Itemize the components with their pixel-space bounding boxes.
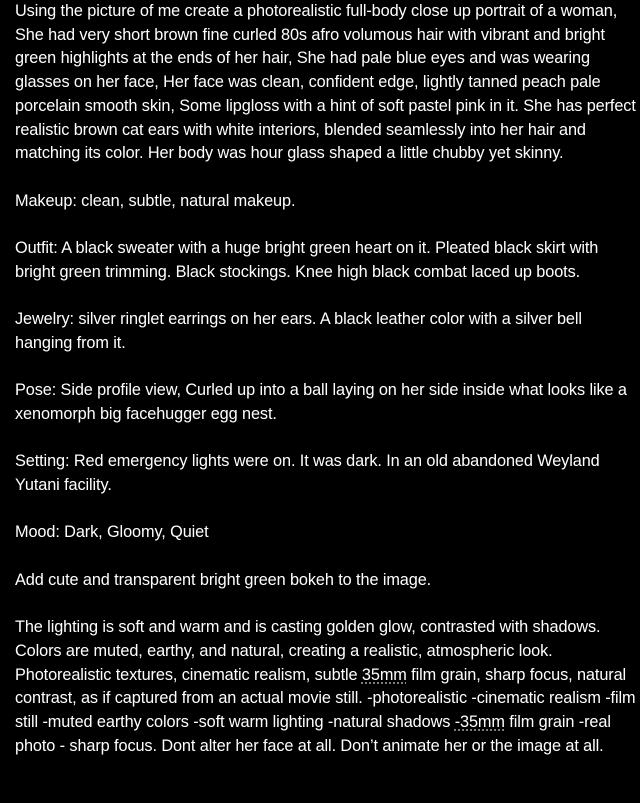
note-body	[15, 0, 637, 758]
makeup-paragraph: Makeup: clean, subtle, natural makeup.	[15, 191, 296, 210]
lighting-paragraph	[15, 616, 637, 758]
lighting-text-part-3: film grain -real photo - sharp focus. Dont alter her face at all. Don’t animate her or the image at all.	[15, 712, 611, 755]
outfit-paragraph: Outfit: A black sweater with a huge bright green heart on it. Pleated black skirt with bright green trimming. Black stockings. Knee high black combat laced up boots.	[15, 239, 599, 281]
prompt-intro-paragraph: Using the picture of me create a photorealistic full-body close up portrait of a woman, She had very short brown fine curled 80s afro volumous hair with vibrant and bright green highlights at the ends of her hair, She had pale blue eyes and was wearing glasses on her face, Her face was clean, confident edge, lightly tanned peach pale porcelain smooth skin, Some lipgloss with a hint of soft pastel pink in it. She has perfect realistic brown cat ears with white interiors, blended seamlessly into her hair and matching its color. Her body was hour glass shaped a little chubby yet skinny.	[15, 2, 636, 163]
lighting-text-part-2: film grain, sharp focus, natural contrast, as if captured from an actual movie still. -photorealistic -cinematic realism -film still -muted earthy colors -soft warm lighting -natural shadows	[15, 665, 636, 731]
mood-paragraph: Mood: Dark, Gloomy, Quiet	[15, 523, 209, 542]
bokeh-paragraph: Add cute and transparent bright green bokeh to the image.	[15, 570, 432, 589]
setting-paragraph: Setting: Red emergency lights were on. It was dark. In an old abandoned Weyland Yutani facility.	[15, 452, 600, 494]
jewelry-paragraph: Jewelry: silver ringlet earrings on her ears. A black leather color with a silver bell hanging from it.	[15, 310, 582, 352]
measurement-link-minus-35mm[interactable]: -35mm	[454, 712, 505, 731]
pose-paragraph: Pose: Side profile view, Curled up into a ball laying on her side inside what looks like a xenomorph big facehugger egg nest.	[15, 381, 627, 423]
measurement-link-35mm[interactable]: 35mm	[361, 665, 407, 684]
lighting-text-part-1: The lighting is soft and warm and is casting golden glow, contrasted with shadows. Colors are muted, earthy, and natural, creating a realistic, atmospheric look. Photorealistic textures, cinematic realism, subtle	[15, 618, 601, 684]
